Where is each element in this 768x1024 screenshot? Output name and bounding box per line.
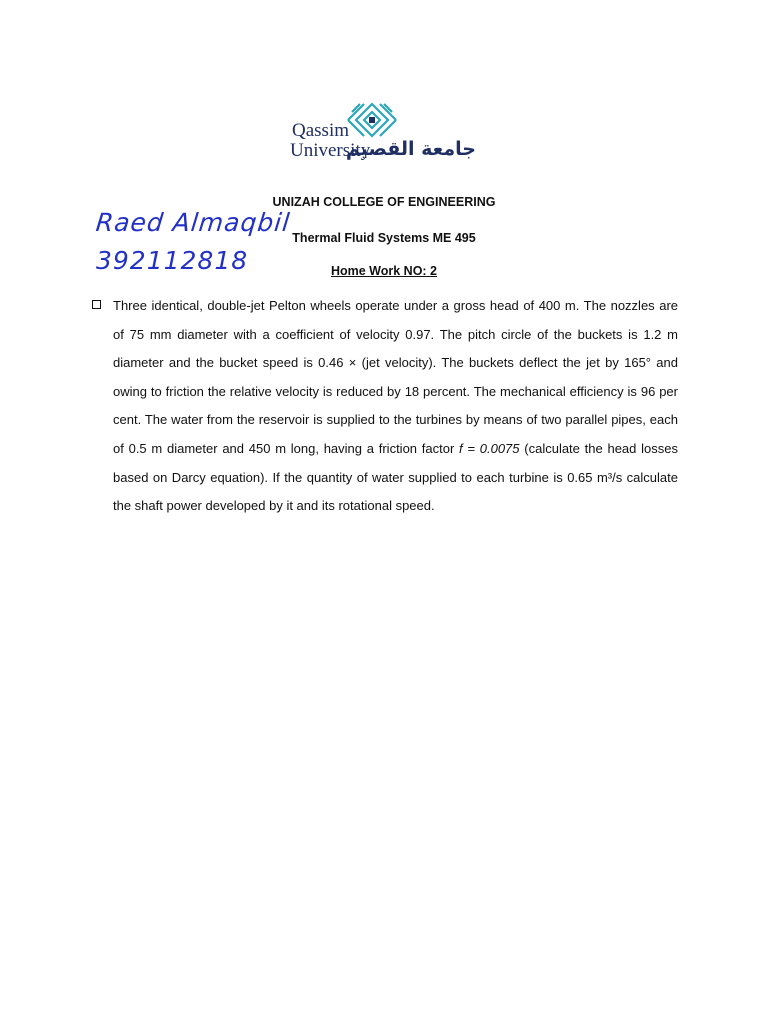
handwritten-student-name: Raed Almaqbil bbox=[94, 208, 292, 237]
problem-text-part-1: Three identical, double-jet Pelton wheels operate under a gross head of 400 m. The nozzles are of 75 mm diameter with a coefficient of velocity 0.97. The pitch circle of the buckets is 1.2 m diameter and the bucket speed is 0.46 × (jet velocity). The buckets deflect the jet by 165° and owing to friction the relative velocity is reduced by 18 percent. The mechanical efficiency is 96 per cent. The water from the reservoir is supplied to the turbines by means of two parallel pipes, each of 0.5 m diameter and 450 m long, having a friction factor bbox=[113, 298, 678, 456]
university-logo bbox=[288, 100, 480, 164]
logo-text-university: University bbox=[290, 140, 371, 161]
logo-text-qassim: Qassim bbox=[292, 120, 349, 141]
college-name: UNIZAH COLLEGE OF ENGINEERING bbox=[272, 195, 496, 209]
qassim-university-logo-graphic bbox=[288, 100, 480, 164]
handwritten-student-id: 392112818 bbox=[96, 246, 249, 275]
problem-text-part-2: (calculate the head losses based on Darcy equation). If the quantity of water supplied to each turbine is 0.65 m³/s calculate the shaft power developed by it and its rotational speed. bbox=[113, 440, 678, 514]
friction-factor-formula: f = 0.0075 bbox=[459, 440, 520, 456]
course-title: Thermal Fluid Systems ME 495 bbox=[292, 231, 476, 245]
problem-statement bbox=[113, 292, 678, 521]
handwritten-student-info bbox=[94, 206, 292, 280]
emblem-center-dot bbox=[369, 117, 375, 123]
homework-number-text: Home Work NO: 2 bbox=[330, 264, 438, 278]
logo-text-arabic: جامعة القصيم bbox=[345, 138, 476, 160]
checkbox-square-icon bbox=[92, 300, 101, 309]
